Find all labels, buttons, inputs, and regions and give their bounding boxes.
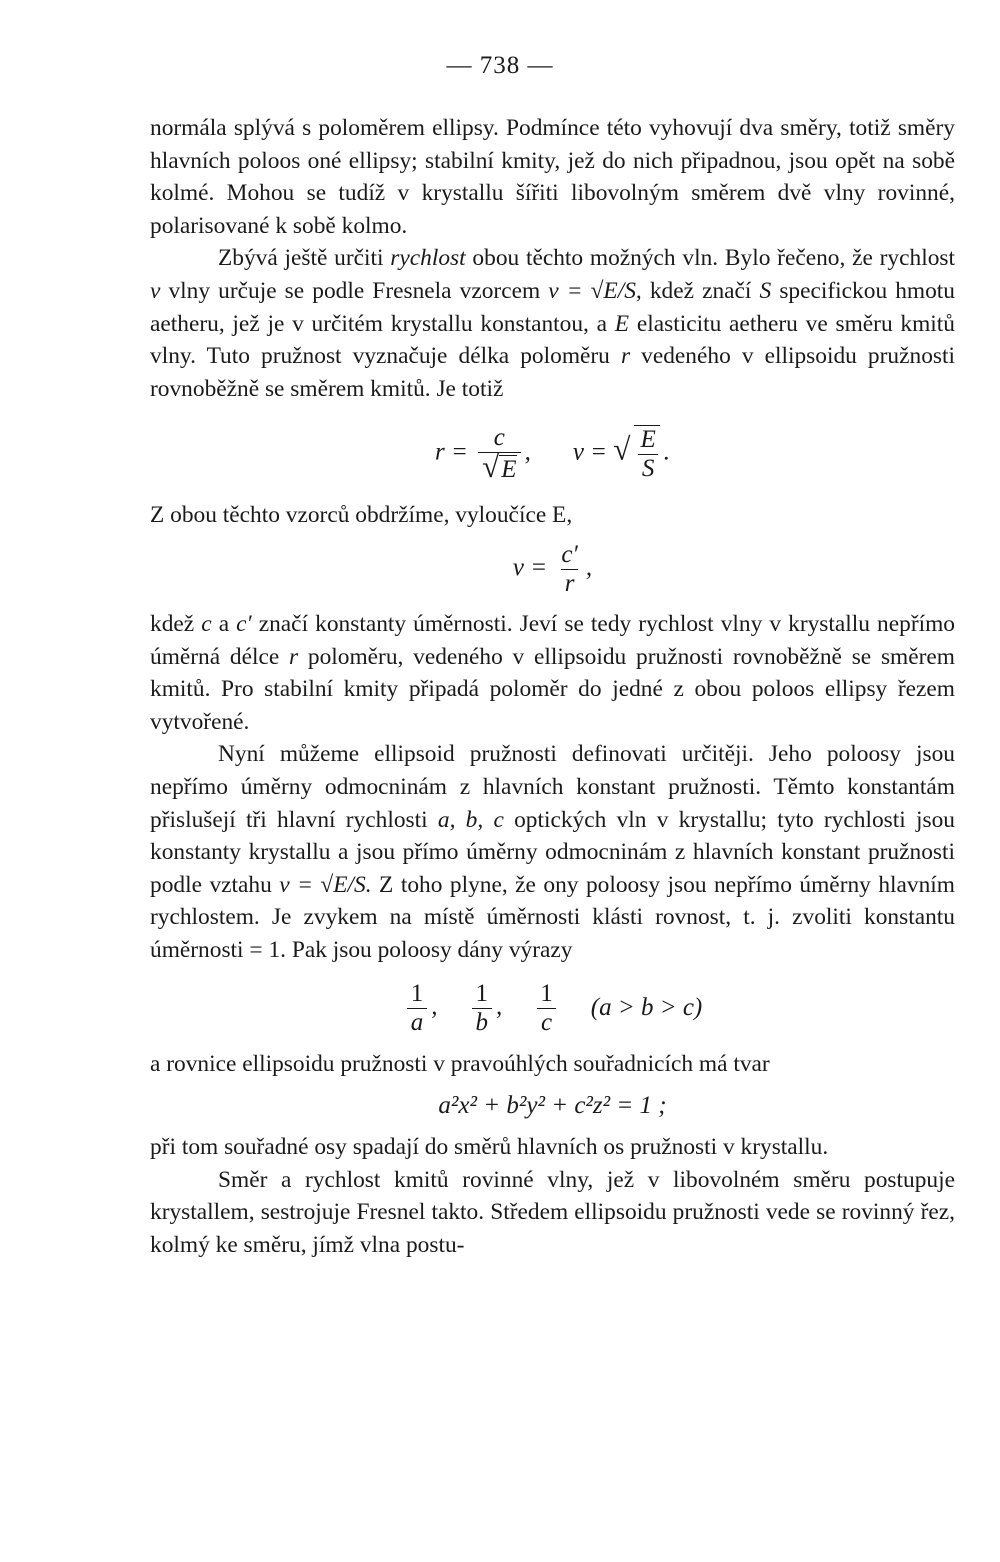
text-run: Zbývá ještě určiti <box>218 245 391 272</box>
fraction <box>557 541 582 598</box>
var-r: r <box>289 643 299 670</box>
formula-semi-axes <box>150 968 955 1048</box>
paragraph-3: Z obou těchto vzorců obdržíme, vyloučíce E, <box>150 502 573 529</box>
formula-lhs: v = <box>572 439 608 467</box>
punctuation: , <box>524 439 531 467</box>
var-c-prime: c′ <box>236 610 252 637</box>
var-E: E <box>614 310 630 337</box>
fraction <box>634 425 659 483</box>
text-run: poloměru, vedeného v ellipsoidu pružnosti rovnoběžně se směrem kmitů. Pro stabilní kmity připadá poloměr do jedné z obou poloos ellipsy řezem vytvořené. <box>150 643 955 735</box>
paragraph-7: při tom souřadné osy spadají do směrů hlavních os pružnosti v krystallu. <box>150 1134 829 1161</box>
inline-formula-v: v = √E/S, <box>548 277 642 304</box>
fraction-denominator: S <box>638 454 659 483</box>
fraction-numerator: E <box>640 426 656 454</box>
text-run: vlny určuje se podle Fresnela vzorcem <box>160 277 549 304</box>
emphasis-rychlost: rychlost <box>390 245 466 272</box>
var-r: r <box>620 343 631 370</box>
formula-lhs: r = <box>435 439 468 467</box>
fraction-denominator: r <box>561 569 579 598</box>
page-number: — 738 — <box>446 52 554 79</box>
formula-r <box>435 424 531 484</box>
text-run: a <box>211 610 237 637</box>
inline-formula-v: v = √E/S. <box>279 871 372 898</box>
fraction <box>478 424 520 484</box>
formula-lhs: v = <box>512 554 548 582</box>
radicand: E <box>501 456 517 484</box>
paragraph-5 <box>150 738 955 966</box>
fraction-denominator: c <box>537 1008 556 1037</box>
text-run: Nyní můžeme ellipsoid pružnosti definovati určitěji. Jeho poloosy jsou nepřímo úměrny odmocninám z hlavních konstant pružnosti. Těmto konstantám přislušejí tři hlavní rychlosti <box>150 741 955 833</box>
paragraph-8: Směr a rychlost kmitů rovinné vlny, jež v libovolném směru postupuje krystallem, sestrojuje Fresnel takto. Středem ellipsoidu pružnosti vede se rovinný řez, kolmý ke směru, jímž vlna postu- <box>150 1166 955 1258</box>
fraction-numerator: c′ <box>561 541 578 569</box>
punctuation: . <box>663 439 670 467</box>
fraction-denominator: a <box>407 1008 428 1037</box>
text-run: kdež značí <box>641 277 760 304</box>
paragraph-4 <box>150 608 955 738</box>
paragraph-2 <box>150 242 955 405</box>
semi-axis-b: $\frac{1}{b}$ , <box>468 980 503 1037</box>
paragraph-6: a rovnice ellipsoidu pružnosti v pravoúhlých souřadnicích má tvar <box>150 1051 770 1078</box>
formula-r-and-v <box>150 409 955 499</box>
fraction-numerator: 1 <box>540 979 553 1007</box>
formula-ellipsoid-equation: a²x² + b²y² + c²z² = 1 ; <box>438 1091 667 1119</box>
var-c: c <box>201 610 212 637</box>
page-body <box>150 112 955 1261</box>
text-run: elasticitu aetheru ve směru kmitů vlny. Tuto pružnost vyznačuje délka poloměru <box>150 310 955 370</box>
semi-axis-a: $\frac{1}{a}$ , <box>403 980 438 1037</box>
formula-v2 <box>513 541 592 598</box>
paragraph-1: normála splývá s poloměrem ellipsy. Podmínce této vyhovují dva směry, totiž směry hlavních poloos oné ellipsy; stabilní kmity, jež do nich připadnou, jsou opět na sobě kolmé. Mohou se tudíž v krystallu šířiti libovolným směrem dvě vlny rovinné, polarisované k sobě kolmo. <box>150 115 955 239</box>
vars-abc: a, b, c <box>437 806 504 833</box>
text-run: značí konstanty úměrnosti. Jeví se tedy rychlost vlny v krystallu nepřímo úměrná délce <box>150 610 955 670</box>
formula-v-cprime-r <box>150 532 955 608</box>
text-run: kdež <box>150 610 202 637</box>
fraction-numerator: c <box>493 424 505 452</box>
inequality-condition: (a > b > c) <box>590 994 703 1022</box>
punctuation: , <box>585 554 593 582</box>
radical-sign: √ <box>482 449 500 485</box>
text-run: obou těchto možných vln. Bylo řečeno, že rychlost <box>465 245 955 272</box>
fraction <box>472 980 493 1037</box>
text-run: specifickou hmotu aetheru, jež je v určitém krystallu konstantou, a <box>150 277 956 337</box>
semi-axis-c <box>532 980 561 1037</box>
text-run: optických vln v krystallu; tyto rychlosti jsou konstanty krystallu a jsou přímo úměrny odmocninám z hlavních konstant pružnosti podle vztahu <box>150 806 955 898</box>
fraction-numerator: 1 <box>475 979 488 1007</box>
radical-sign: √ <box>613 432 631 468</box>
fraction <box>407 980 428 1037</box>
var-v: v <box>150 277 161 304</box>
formula-v <box>573 425 670 483</box>
fraction-numerator: 1 <box>410 979 424 1007</box>
var-S: S <box>759 277 772 304</box>
fraction <box>536 980 557 1037</box>
text-run: vedeného v ellipsoidu pružnosti rovnoběžně se směrem kmitů. Je totiž <box>150 343 955 402</box>
fraction-denominator: b <box>472 1008 493 1037</box>
fraction-denominator <box>478 449 520 485</box>
text-run: Z toho plyne, že ony poloosy jsou nepřímo úměrny hlavním rychlostem. Je zvykem na místě úměrnosti klásti rovnost, t. j. zvoliti konstantu úměrnosti = 1. Pak jsou poloosy dány výrazy <box>150 871 956 963</box>
